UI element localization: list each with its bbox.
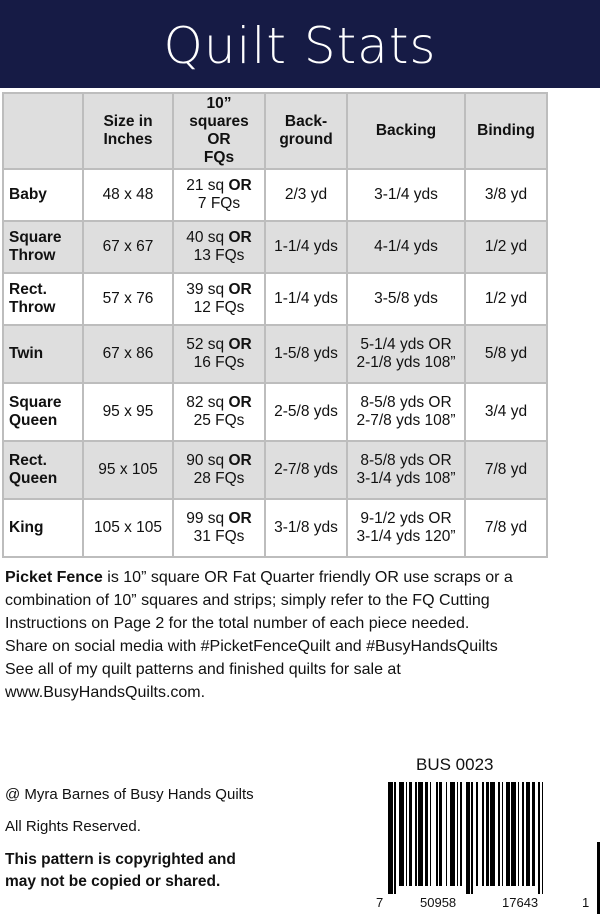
copyright-text: @ Myra Barnes of Busy Hands Quilts — [5, 786, 254, 803]
backing-cell: 5-1/4 yds OR 2-1/8 yds 108” — [347, 325, 465, 383]
squares-cell: 40 sq OR 13 FQs — [173, 221, 265, 273]
barcode-digits-left: 50958 — [420, 895, 457, 910]
description-line-3: Instructions on Page 2 for the total number of each piece needed. — [5, 615, 470, 632]
description-line-1: Picket Fence is 10” square OR Fat Quarter friendly OR use scraps or a — [5, 569, 513, 586]
column-header: Back- ground — [265, 93, 347, 169]
barcode-bar — [457, 782, 459, 886]
size-cell: 95 x 95 — [83, 383, 173, 441]
backing-cell: 8-5/8 yds OR 3-1/4 yds 108” — [347, 441, 465, 499]
background-cell: 2-7/8 yds — [265, 441, 347, 499]
barcode-bar — [506, 782, 509, 886]
background-cell: 1-1/4 yds — [265, 221, 347, 273]
page-title: Quilt Stats — [163, 17, 437, 75]
column-header: Backing — [347, 93, 465, 169]
backing-cell: 8-5/8 yds OR 2-7/8 yds 108” — [347, 383, 465, 441]
barcode-bar — [542, 782, 544, 894]
squares-cell: 39 sq OR 12 FQs — [173, 273, 265, 325]
row-name-cell: Twin — [3, 325, 83, 383]
squares-cell: 99 sq OR 31 FQs — [173, 499, 265, 557]
barcode-bar — [532, 782, 535, 886]
barcode-bar — [526, 782, 531, 886]
barcode-bar — [476, 782, 478, 886]
binding-cell: 7/8 yd — [465, 499, 547, 557]
background-cell: 1-5/8 yds — [265, 325, 347, 383]
table-row — [3, 499, 547, 557]
barcode-bar — [511, 782, 516, 886]
table-row — [3, 441, 547, 499]
barcode-bar — [388, 782, 393, 894]
backing-cell: 3-5/8 yds — [347, 273, 465, 325]
size-cell: 67 x 86 — [83, 325, 173, 383]
binding-cell: 3/4 yd — [465, 383, 547, 441]
description-line-2: combination of 10” squares and strips; simply refer to the FQ Cutting — [5, 592, 490, 609]
backing-cell: 9-1/2 yds OR 3-1/4 yds 120” — [347, 499, 465, 557]
column-header: Size in Inches — [83, 93, 173, 169]
pattern-name: Picket Fence — [5, 569, 103, 586]
barcode-digit-check: 1 — [582, 895, 590, 910]
barcode-bar — [394, 782, 396, 894]
background-cell: 1-1/4 yds — [265, 273, 347, 325]
barcode-bar — [522, 782, 524, 886]
barcode-bar — [466, 782, 469, 894]
table-row — [3, 325, 547, 383]
squares-cell: 21 sq OR 7 FQs — [173, 169, 265, 221]
row-name-cell: Rect. Queen — [3, 441, 83, 499]
table-row — [3, 221, 547, 273]
size-cell: 48 x 48 — [83, 169, 173, 221]
barcode-bar — [409, 782, 412, 886]
barcode-bars — [388, 782, 588, 894]
barcode-bar — [450, 782, 455, 886]
barcode-bar — [430, 782, 432, 886]
description-line-4: Share on social media with #PicketFenceQuilt and #BusyHandsQuilts — [5, 638, 498, 655]
barcode-bar — [446, 782, 448, 886]
barcode — [376, 782, 596, 912]
size-cell: 105 x 105 — [83, 499, 173, 557]
description-line-5: See all of my quilt patterns and finished quilts for sale at — [5, 661, 401, 678]
squares-cell: 52 sq OR 16 FQs — [173, 325, 265, 383]
barcode-bar — [471, 782, 473, 894]
table-row — [3, 273, 547, 325]
binding-cell: 1/2 yd — [465, 221, 547, 273]
column-header — [3, 93, 83, 169]
barcode-bar — [486, 782, 489, 886]
description-line-6: www.BusyHandsQuilts.com. — [5, 684, 206, 701]
barcode-digit-prefix: 7 — [376, 895, 384, 910]
size-cell: 95 x 105 — [83, 441, 173, 499]
background-cell: 2/3 yd — [265, 169, 347, 221]
binding-cell: 1/2 yd — [465, 273, 547, 325]
squares-cell: 90 sq OR 28 FQs — [173, 441, 265, 499]
table-row — [3, 383, 547, 441]
barcode-bar — [538, 782, 540, 894]
background-cell: 3-1/8 yds — [265, 499, 347, 557]
barcode-bar — [415, 782, 417, 886]
barcode-bar — [490, 782, 495, 886]
description — [5, 566, 595, 704]
barcode-bar — [406, 782, 408, 886]
row-name-cell: Rect. Throw — [3, 273, 83, 325]
column-header: Binding — [465, 93, 547, 169]
barcode-bar — [418, 782, 423, 886]
table-row — [3, 169, 547, 221]
barcode-bar — [399, 782, 404, 886]
row-name-cell: Baby — [3, 169, 83, 221]
barcode-bar — [436, 782, 438, 886]
product-code: BUS 0023 — [416, 755, 494, 774]
table-header-row — [3, 93, 547, 169]
barcode-bar — [502, 782, 504, 886]
table-body — [3, 169, 547, 557]
quilt-stats-table — [2, 92, 548, 558]
squares-cell: 82 sq OR 25 FQs — [173, 383, 265, 441]
background-cell: 2-5/8 yds — [265, 383, 347, 441]
row-name-cell: King — [3, 499, 83, 557]
backing-cell: 4-1/4 yds — [347, 221, 465, 273]
row-name-cell: Square Throw — [3, 221, 83, 273]
barcode-bar — [460, 782, 462, 886]
size-cell: 57 x 76 — [83, 273, 173, 325]
barcode-digits-right: 17643 — [502, 895, 539, 910]
binding-cell: 7/8 yd — [465, 441, 547, 499]
binding-cell: 3/8 yd — [465, 169, 547, 221]
rights-text: All Rights Reserved. — [5, 818, 141, 835]
barcode-bar — [498, 782, 500, 886]
barcode-bar — [425, 782, 428, 886]
column-header: 10” squares OR FQs — [173, 93, 265, 169]
row-name-cell: Square Queen — [3, 383, 83, 441]
binding-cell: 5/8 yd — [465, 325, 547, 383]
barcode-bar — [518, 782, 520, 886]
backing-cell: 3-1/4 yds — [347, 169, 465, 221]
title-banner — [0, 0, 600, 88]
copyright-warning: This pattern is copyrighted and may not be copied or shared. — [5, 851, 236, 890]
size-cell: 67 x 67 — [83, 221, 173, 273]
barcode-bar — [439, 782, 442, 886]
barcode-bar — [482, 782, 484, 886]
